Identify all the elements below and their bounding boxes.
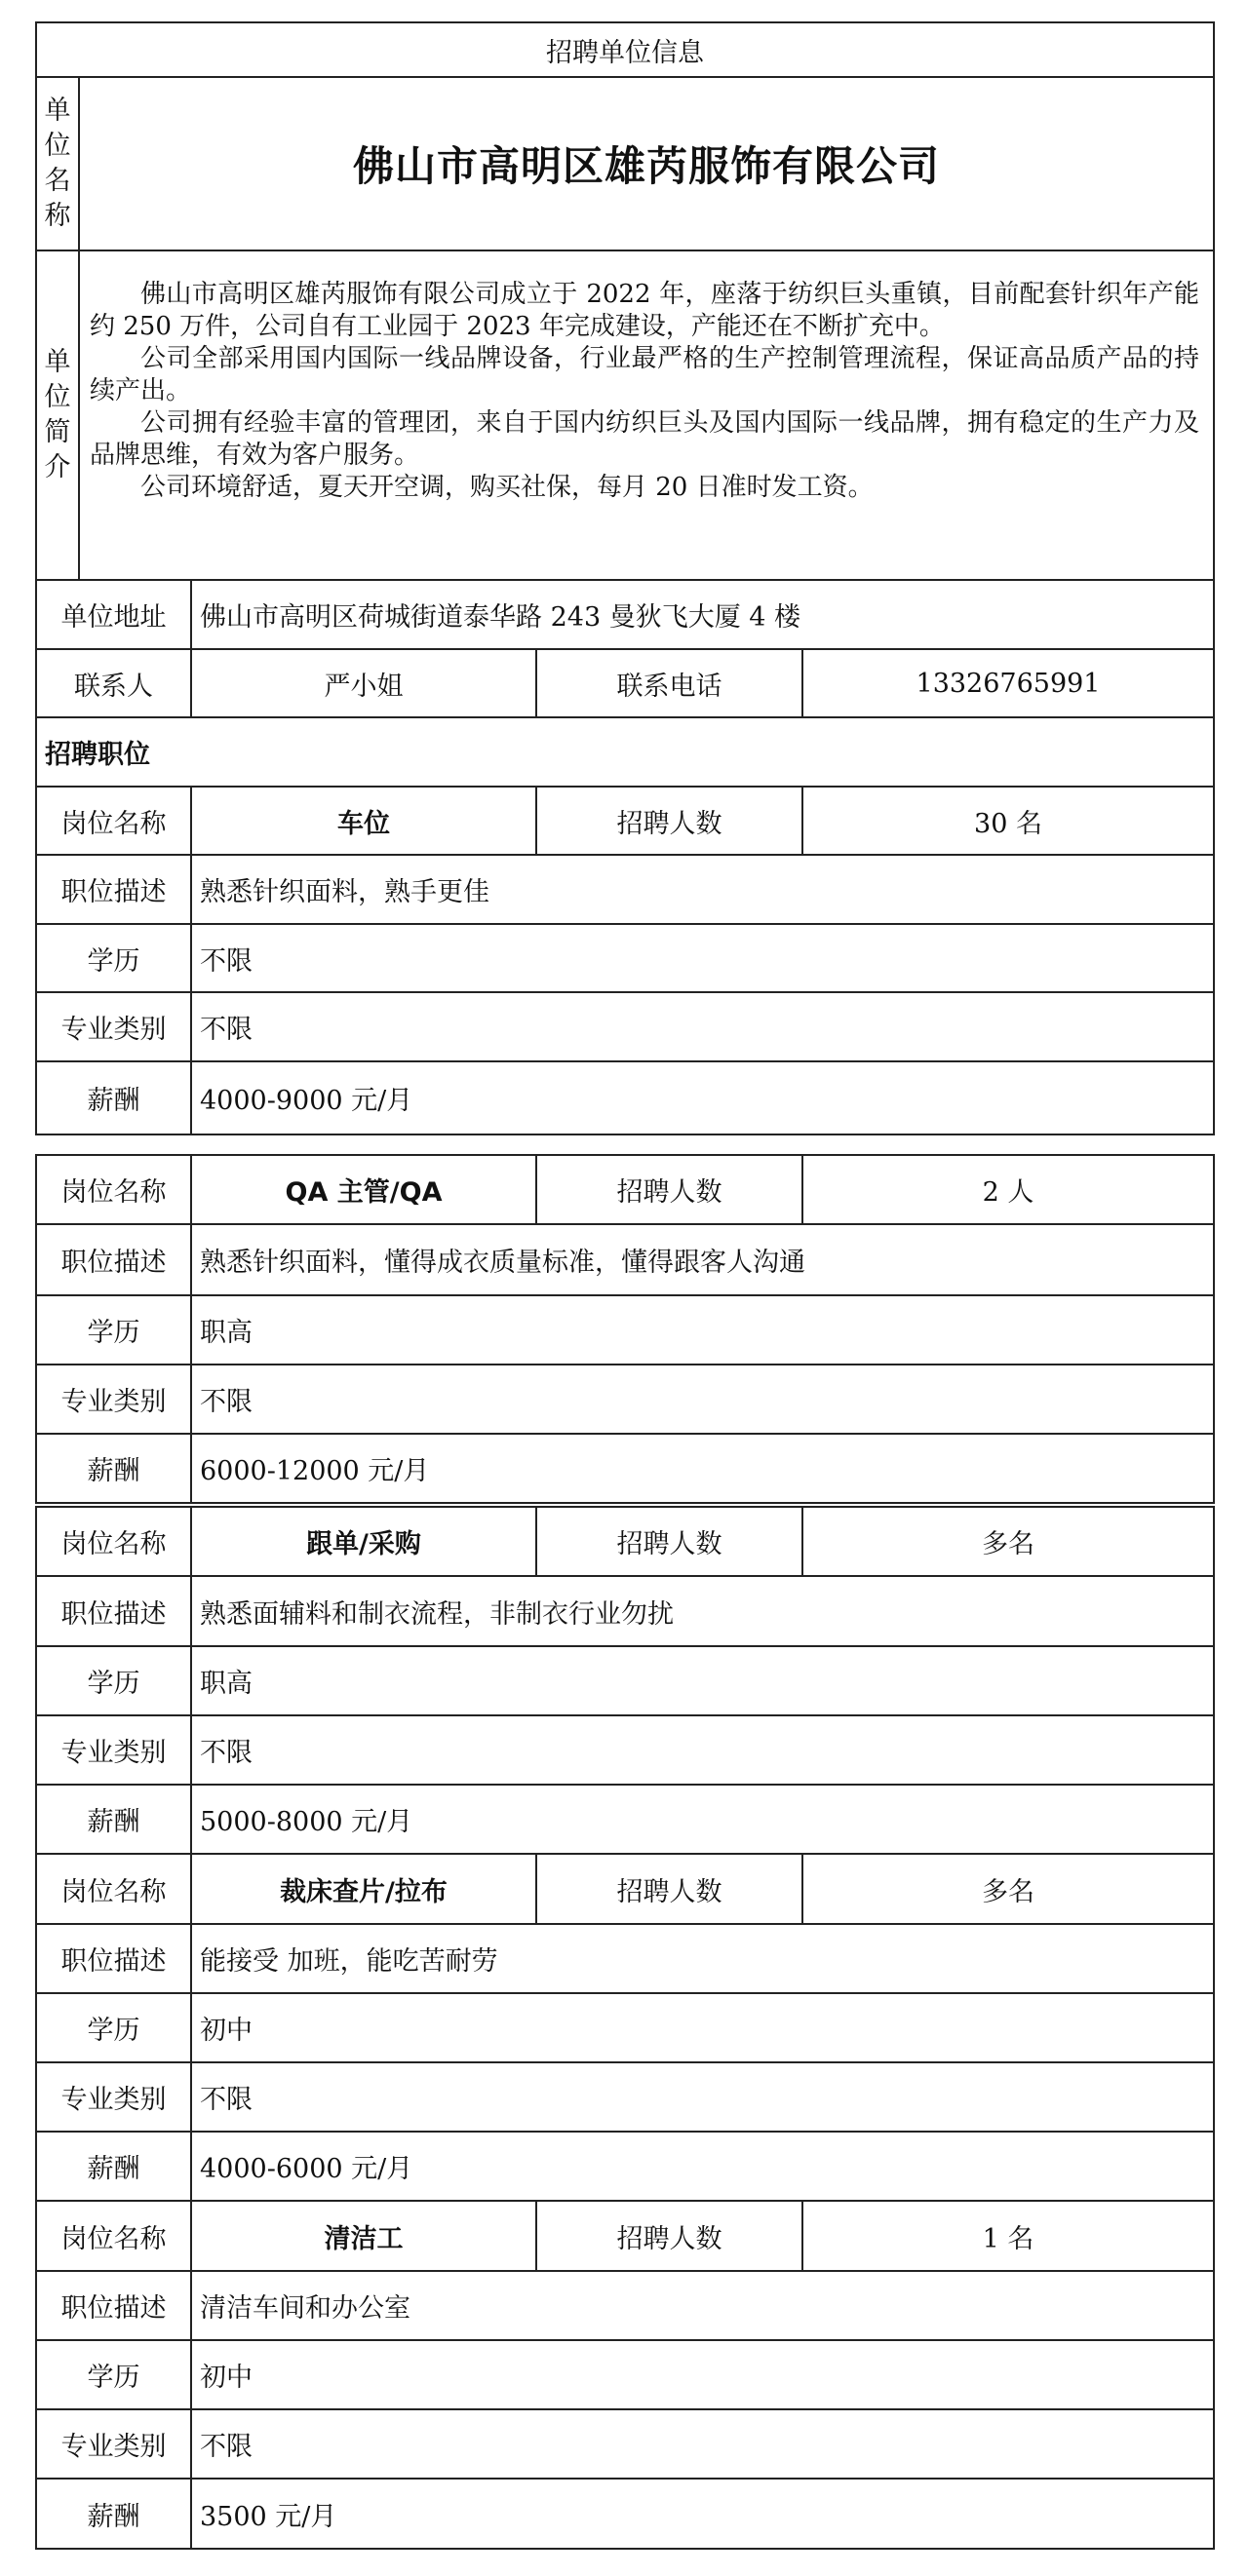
- position-edu-label: 学历: [36, 1646, 191, 1715]
- position-major-label: 专业类别: [36, 992, 191, 1061]
- position-major: 不限: [191, 2062, 1214, 2132]
- position-title-label: 岗位名称: [36, 1507, 191, 1576]
- position-desc-label: 职位描述: [36, 2271, 191, 2340]
- position-major: 不限: [191, 992, 1214, 1061]
- position-desc: 清洁车间和办公室: [191, 2271, 1214, 2340]
- recruit-section-heading: 招聘职位: [36, 717, 1214, 787]
- position-count: 30 名: [802, 787, 1214, 855]
- position-desc: 熟悉针织面料，懂得成衣质量标准，懂得跟客人沟通: [191, 1224, 1214, 1295]
- position-count-label: 招聘人数: [536, 2201, 802, 2271]
- intro-paragraph: 佛山市高明区雄芮服饰有限公司成立于 2022 年，座落于纺织巨头重镇，目前配套针织年产能约 250 万件，公司自有工业园于 2023 年完成建设，产能还在不断扩充中。: [90, 280, 1199, 341]
- position-title-label: 岗位名称: [36, 787, 191, 855]
- position-title-label: 岗位名称: [36, 1155, 191, 1224]
- intro-paragraph: 公司全部采用国内国际一线品牌设备，行业最严格的生产控制管理流程，保证高品质产品的持续产出。: [90, 344, 1199, 405]
- position-title-label: 岗位名称: [36, 2201, 191, 2271]
- position-major: 不限: [191, 1365, 1214, 1434]
- position-table-rest: [35, 1506, 1215, 2550]
- company-intro-label: 单 位 简 介: [37, 251, 80, 579]
- position-count: 多名: [802, 1507, 1214, 1576]
- company-name-label: 单 位 名 称: [37, 78, 80, 250]
- contact-label: 联系人: [36, 649, 191, 717]
- position-major-label: 专业类别: [36, 1715, 191, 1785]
- position-desc-label: 职位描述: [36, 1576, 191, 1646]
- position-salary-label: 薪酬: [36, 1061, 191, 1134]
- position-salary-label: 薪酬: [36, 1785, 191, 1854]
- position-edu: 不限: [191, 924, 1214, 992]
- address-value: 佛山市高明区荷城街道泰华路 243 曼狄飞大厦 4 楼: [191, 580, 1214, 649]
- position-edu-label: 学历: [36, 1993, 191, 2062]
- position-desc: 能接受 加班，能吃苦耐劳: [191, 1924, 1214, 1993]
- position-edu-label: 学历: [36, 924, 191, 992]
- position-title: 裁床查片/拉布: [191, 1854, 536, 1924]
- position-count-label: 招聘人数: [536, 1854, 802, 1924]
- position-edu: 初中: [191, 1993, 1214, 2062]
- position-title: 车位: [191, 787, 536, 855]
- position-major-label: 专业类别: [36, 2409, 191, 2479]
- position-salary: 4000-9000 元/月: [191, 1061, 1214, 1134]
- position-edu-label: 学历: [36, 1295, 191, 1365]
- position-desc-label: 职位描述: [36, 1224, 191, 1295]
- position-table-qa: [35, 1154, 1215, 1504]
- position-title: 跟单/采购: [191, 1507, 536, 1576]
- intro-paragraph: 公司环境舒适，夏天开空调，购买社保，每月 20 日准时发工资。: [140, 473, 874, 502]
- position-major: 不限: [191, 1715, 1214, 1785]
- position-desc-label: 职位描述: [36, 1924, 191, 1993]
- position-count-label: 招聘人数: [536, 787, 802, 855]
- position-major: 不限: [191, 2409, 1214, 2479]
- position-count: 多名: [802, 1854, 1214, 1924]
- position-major-label: 专业类别: [36, 1365, 191, 1434]
- position-salary: 3500 元/月: [191, 2479, 1214, 2549]
- position-salary: 4000-6000 元/月: [191, 2132, 1214, 2201]
- company-info-table: [35, 21, 1215, 1135]
- intro-paragraph: 公司拥有经验丰富的管理团，来自于国内纺织巨头及国内国际一线品牌，拥有稳定的生产力及品牌思维，有效为客户服务。: [90, 408, 1199, 470]
- position-salary-label: 薪酬: [36, 1434, 191, 1503]
- position-count-label: 招聘人数: [536, 1155, 802, 1224]
- position-title-label: 岗位名称: [36, 1854, 191, 1924]
- position-desc: 熟悉针织面料，熟手更佳: [191, 855, 1214, 924]
- position-title: 清洁工: [191, 2201, 536, 2271]
- position-title-row: [36, 787, 1214, 855]
- position-edu: 职高: [191, 1295, 1214, 1365]
- position-edu: 初中: [191, 2340, 1214, 2409]
- position-count-label: 招聘人数: [536, 1507, 802, 1576]
- company-name: 佛山市高明区雄芮服饰有限公司: [352, 142, 940, 190]
- position-salary: 5000-8000 元/月: [191, 1785, 1214, 1854]
- contact-value: 严小姐: [191, 649, 536, 717]
- position-major-label: 专业类别: [36, 2062, 191, 2132]
- position-count: 2 人: [802, 1155, 1214, 1224]
- position-desc: 熟悉面辅料和制衣流程，非制衣行业勿扰: [191, 1576, 1214, 1646]
- company-intro: [80, 251, 1213, 579]
- position-salary-label: 薪酬: [36, 2479, 191, 2549]
- phone-value: 13326765991: [802, 649, 1214, 717]
- position-count: 1 名: [802, 2201, 1214, 2271]
- position-salary: 6000-12000 元/月: [191, 1434, 1214, 1503]
- position-salary-label: 薪酬: [36, 2132, 191, 2201]
- position-edu: 职高: [191, 1646, 1214, 1715]
- position-title: QA 主管/QA: [191, 1155, 536, 1224]
- position-edu-label: 学历: [36, 2340, 191, 2409]
- phone-label: 联系电话: [536, 649, 802, 717]
- address-label: 单位地址: [36, 580, 191, 649]
- position-desc-label: 职位描述: [36, 855, 191, 924]
- table-title: 招聘单位信息: [36, 22, 1214, 77]
